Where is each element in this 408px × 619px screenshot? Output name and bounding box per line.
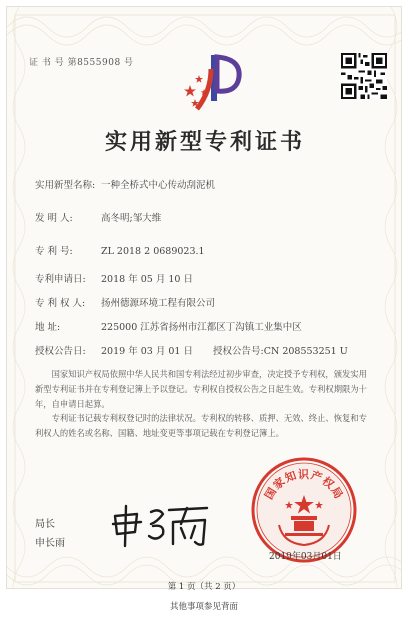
cnipa-logo-icon bbox=[177, 51, 249, 115]
signatory-title: 局长 bbox=[35, 519, 55, 530]
field-label: 授权公告日: bbox=[35, 346, 86, 357]
field-value: CN 208553251 U bbox=[263, 346, 348, 357]
seal-date: 2019年03月01日 bbox=[269, 552, 342, 562]
field-announcement bbox=[35, 343, 348, 357]
field-value: 扬州德源环境工程有限公司 bbox=[101, 298, 216, 309]
certificate-title: 实用新型专利证书 bbox=[104, 129, 305, 155]
field-value: 一种全桥式中心传动刮泥机 bbox=[101, 180, 216, 191]
field-patent-number bbox=[35, 243, 205, 257]
page-indicator: 第 1 页（共 2 页） bbox=[167, 582, 241, 592]
field-value: 2018 年 05 月 10 日 bbox=[101, 274, 193, 285]
field-label: 地 址: bbox=[35, 322, 61, 333]
certificate-number: 证 书 号 第8555908 号 bbox=[29, 58, 134, 68]
field-label: 专利申请日: bbox=[35, 274, 86, 285]
handwritten-signature bbox=[107, 502, 217, 548]
field-patentee bbox=[35, 295, 215, 309]
field-utility-model-name bbox=[35, 177, 215, 191]
seal-text: 国家知识产权局 bbox=[262, 468, 346, 502]
field-label: 发 明 人: bbox=[35, 213, 73, 224]
field-value: 2019 年 03 月 01 日 bbox=[101, 346, 193, 357]
field-value: ZL 2018 2 0689023.1 bbox=[101, 246, 205, 257]
field-value: 高冬明;邹大维 bbox=[101, 213, 162, 224]
field-value: 225000 江苏省扬州市江都区丁沟镇工业集中区 bbox=[101, 322, 302, 333]
certificate bbox=[6, 6, 402, 589]
qr-code-icon bbox=[341, 53, 387, 99]
field-address bbox=[35, 319, 302, 333]
field-label: 实用新型名称: bbox=[35, 180, 96, 191]
field-inventor bbox=[35, 210, 161, 224]
paragraph-legal-status: 专利证书记载专利权登记时的法律状况。专利权的转移、质押、无效、终止、恢复和专利权人的姓名或名称、国籍、地址变更等事项记载在专利登记簿上。 bbox=[35, 413, 367, 438]
field-label: 专 利 号: bbox=[35, 246, 73, 257]
field-label: 专 利 权 人: bbox=[35, 298, 86, 309]
field-label: 授权公告号: bbox=[213, 346, 264, 357]
field-application-date bbox=[35, 271, 193, 285]
back-note: 其他事项参见背面 bbox=[169, 602, 238, 612]
paragraph-grant: 国家知识产权局依照中华人民共和国专利法经过初步审查，决定授予专利权，颁发实用新型专利证书并在专利登记簿上予以登记。专利权自授权公告之日起生效。专利权期限为十年，自申请日起算。 bbox=[35, 369, 367, 409]
signatory-name: 申长雨 bbox=[35, 538, 65, 549]
